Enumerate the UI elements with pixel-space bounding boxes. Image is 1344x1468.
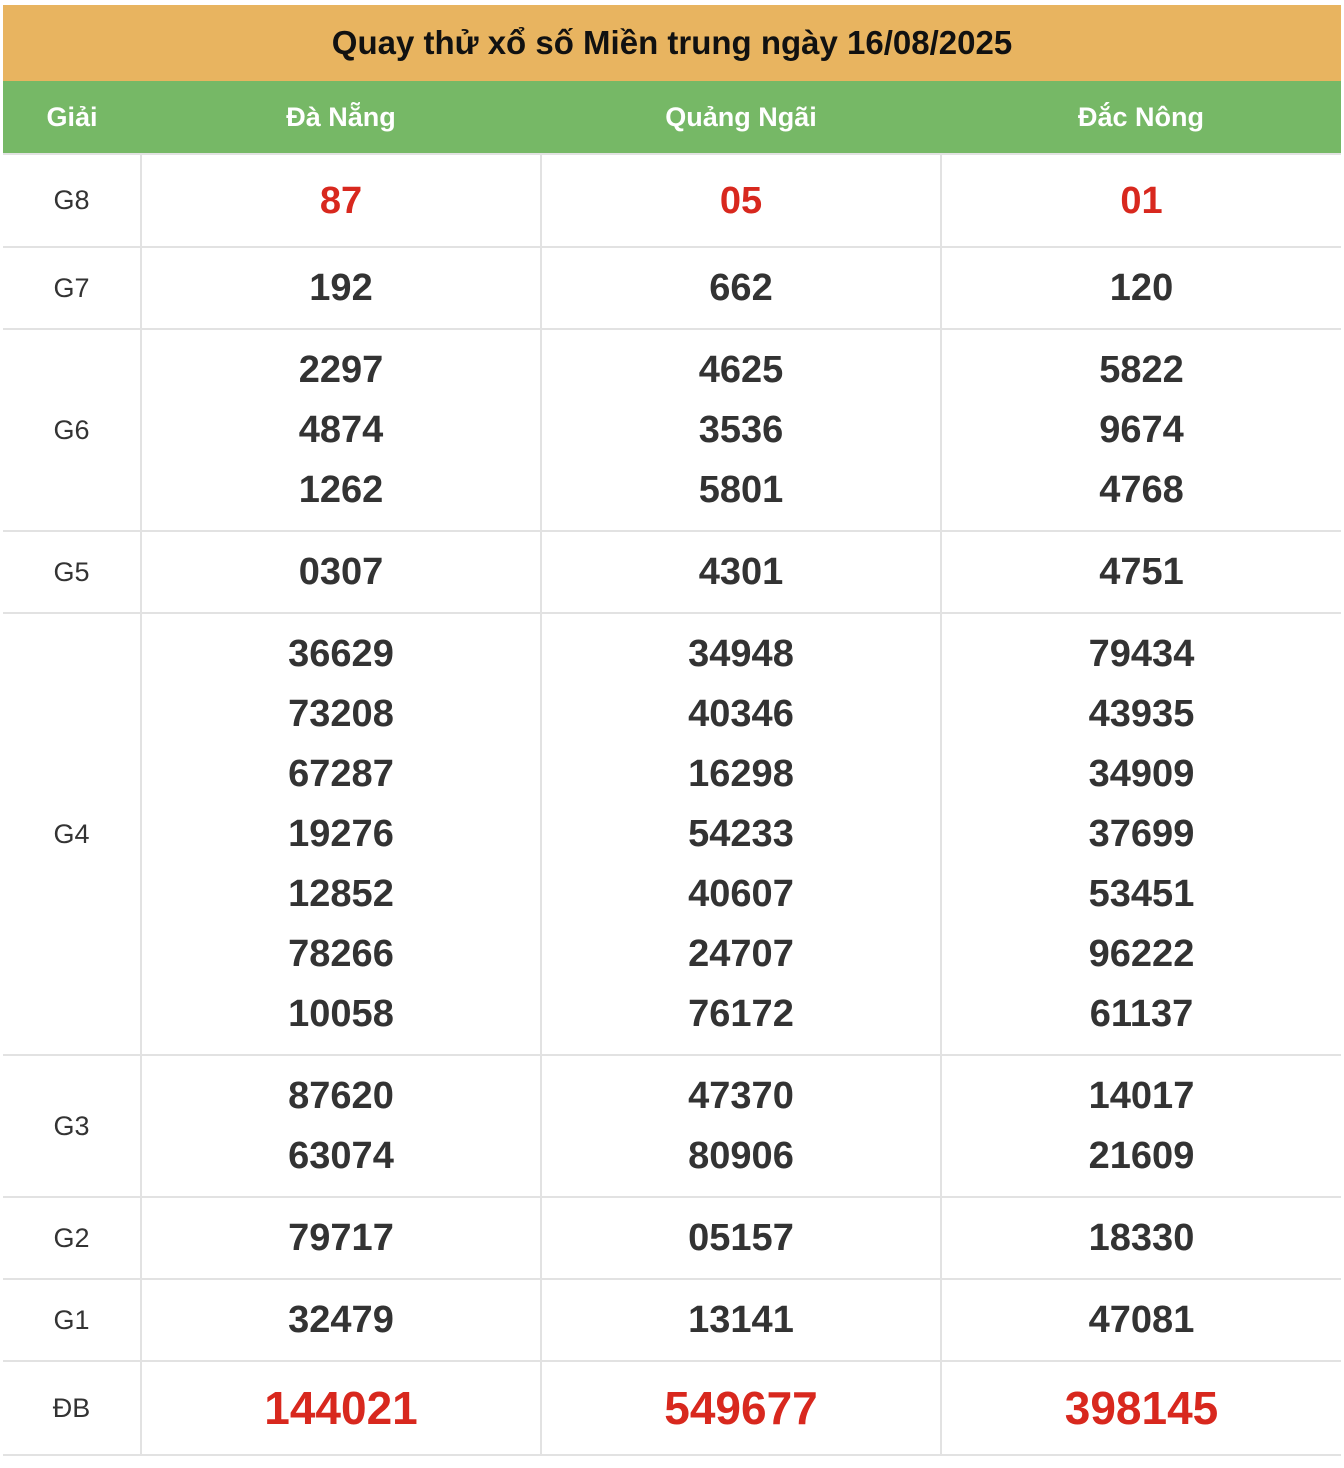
result-cell xyxy=(541,247,941,329)
result-number: 5801 xyxy=(698,469,784,511)
result-cell xyxy=(541,154,941,247)
result-cell xyxy=(941,1197,1341,1279)
result-number: 4751 xyxy=(1099,551,1184,593)
result-number: 9674 xyxy=(1099,409,1184,451)
prize-label: G3 xyxy=(3,1055,141,1197)
result-number: 10058 xyxy=(288,993,394,1035)
result-cell xyxy=(541,1361,941,1455)
result-cell xyxy=(141,1055,541,1197)
result-number: 36629 xyxy=(288,633,394,675)
result-number: 2297 xyxy=(298,349,384,391)
column-header-prize: Giải xyxy=(3,81,141,154)
result-number: 40607 xyxy=(688,873,794,915)
result-number: 37699 xyxy=(1088,813,1195,855)
result-number: 40346 xyxy=(688,693,794,735)
result-number: 24707 xyxy=(688,933,794,975)
result-number: 0307 xyxy=(298,551,384,593)
result-number: 87620 xyxy=(288,1075,394,1117)
result-number: 14017 xyxy=(1088,1075,1195,1117)
result-cell xyxy=(941,1055,1341,1197)
result-number: 78266 xyxy=(288,933,394,975)
result-number: 80906 xyxy=(688,1135,794,1177)
result-number: 47081 xyxy=(1088,1299,1195,1341)
result-number: 79717 xyxy=(288,1217,394,1259)
result-cell xyxy=(941,154,1341,247)
result-number: 4301 xyxy=(698,551,784,593)
result-number: 79434 xyxy=(1088,633,1195,675)
result-number: 19276 xyxy=(288,813,394,855)
lottery-results-panel xyxy=(3,5,1341,1456)
result-number: 5822 xyxy=(1099,349,1184,391)
result-number: 120 xyxy=(1109,267,1174,309)
result-number: 4874 xyxy=(298,409,384,451)
result-cell xyxy=(141,1279,541,1361)
prize-label: G8 xyxy=(3,154,141,247)
table-row xyxy=(3,1279,1341,1361)
result-number: 192 xyxy=(309,267,373,309)
result-cell xyxy=(541,329,941,531)
result-number: 96222 xyxy=(1088,933,1195,975)
special-prize-number: 144021 xyxy=(264,1382,418,1434)
special-prize-number: 549677 xyxy=(664,1382,818,1434)
result-number: 13141 xyxy=(688,1299,794,1341)
result-cell xyxy=(941,247,1341,329)
result-number: 662 xyxy=(709,267,773,309)
result-cell xyxy=(941,329,1341,531)
result-number: 05157 xyxy=(688,1217,794,1259)
prize-label: ĐB xyxy=(3,1361,141,1455)
column-header-province: Đắc Nông xyxy=(941,81,1341,154)
result-cell xyxy=(941,613,1341,1055)
result-number: 1262 xyxy=(298,469,384,511)
result-cell xyxy=(541,1055,941,1197)
prize-label: G5 xyxy=(3,531,141,613)
special-prize-number: 398145 xyxy=(1064,1382,1219,1434)
result-cell xyxy=(941,1279,1341,1361)
result-number: 21609 xyxy=(1088,1135,1195,1177)
prize-label: G1 xyxy=(3,1279,141,1361)
table-header-row xyxy=(3,81,1341,154)
result-cell xyxy=(541,1279,941,1361)
table-row xyxy=(3,154,1341,247)
result-number: 3536 xyxy=(698,409,784,451)
column-header-province: Đà Nẵng xyxy=(141,81,541,154)
result-number: 01 xyxy=(1120,179,1163,222)
result-cell xyxy=(541,531,941,613)
result-number: 32479 xyxy=(288,1299,394,1341)
result-number: 34948 xyxy=(688,633,794,675)
prize-label: G6 xyxy=(3,329,141,531)
result-number: 54233 xyxy=(688,813,794,855)
page-title: Quay thử xổ số Miền trung ngày 16/08/2025 xyxy=(3,5,1341,81)
column-header-province: Quảng Ngãi xyxy=(541,81,941,154)
result-number: 73208 xyxy=(288,693,394,735)
result-number: 76172 xyxy=(688,993,794,1035)
result-number: 18330 xyxy=(1088,1217,1195,1259)
table-row xyxy=(3,247,1341,329)
results-table xyxy=(3,81,1341,1456)
result-number: 34909 xyxy=(1088,753,1195,795)
result-cell xyxy=(541,613,941,1055)
table-row xyxy=(3,329,1341,531)
table-row xyxy=(3,1055,1341,1197)
prize-label: G4 xyxy=(3,613,141,1055)
result-cell xyxy=(141,247,541,329)
result-cell xyxy=(941,531,1341,613)
table-row xyxy=(3,1197,1341,1279)
result-cell xyxy=(541,1197,941,1279)
result-number: 63074 xyxy=(288,1135,394,1177)
result-cell xyxy=(141,1197,541,1279)
table-row xyxy=(3,531,1341,613)
result-number: 61137 xyxy=(1089,993,1194,1035)
result-cell xyxy=(141,531,541,613)
table-row xyxy=(3,613,1341,1055)
result-cell xyxy=(141,613,541,1055)
result-number: 53451 xyxy=(1088,873,1195,915)
result-cell xyxy=(141,1361,541,1455)
result-number: 67287 xyxy=(288,753,394,795)
result-number: 05 xyxy=(719,179,763,222)
result-number: 4768 xyxy=(1099,469,1184,511)
result-cell xyxy=(941,1361,1341,1455)
prize-label: G2 xyxy=(3,1197,141,1279)
result-number: 47370 xyxy=(688,1075,794,1117)
result-number: 43935 xyxy=(1088,693,1195,735)
result-number: 12852 xyxy=(288,873,394,915)
result-number: 4625 xyxy=(698,349,784,391)
result-cell xyxy=(141,154,541,247)
result-cell xyxy=(141,329,541,531)
result-number: 87 xyxy=(319,179,363,222)
prize-label: G7 xyxy=(3,247,141,329)
result-number: 16298 xyxy=(688,753,794,795)
table-row xyxy=(3,1361,1341,1455)
